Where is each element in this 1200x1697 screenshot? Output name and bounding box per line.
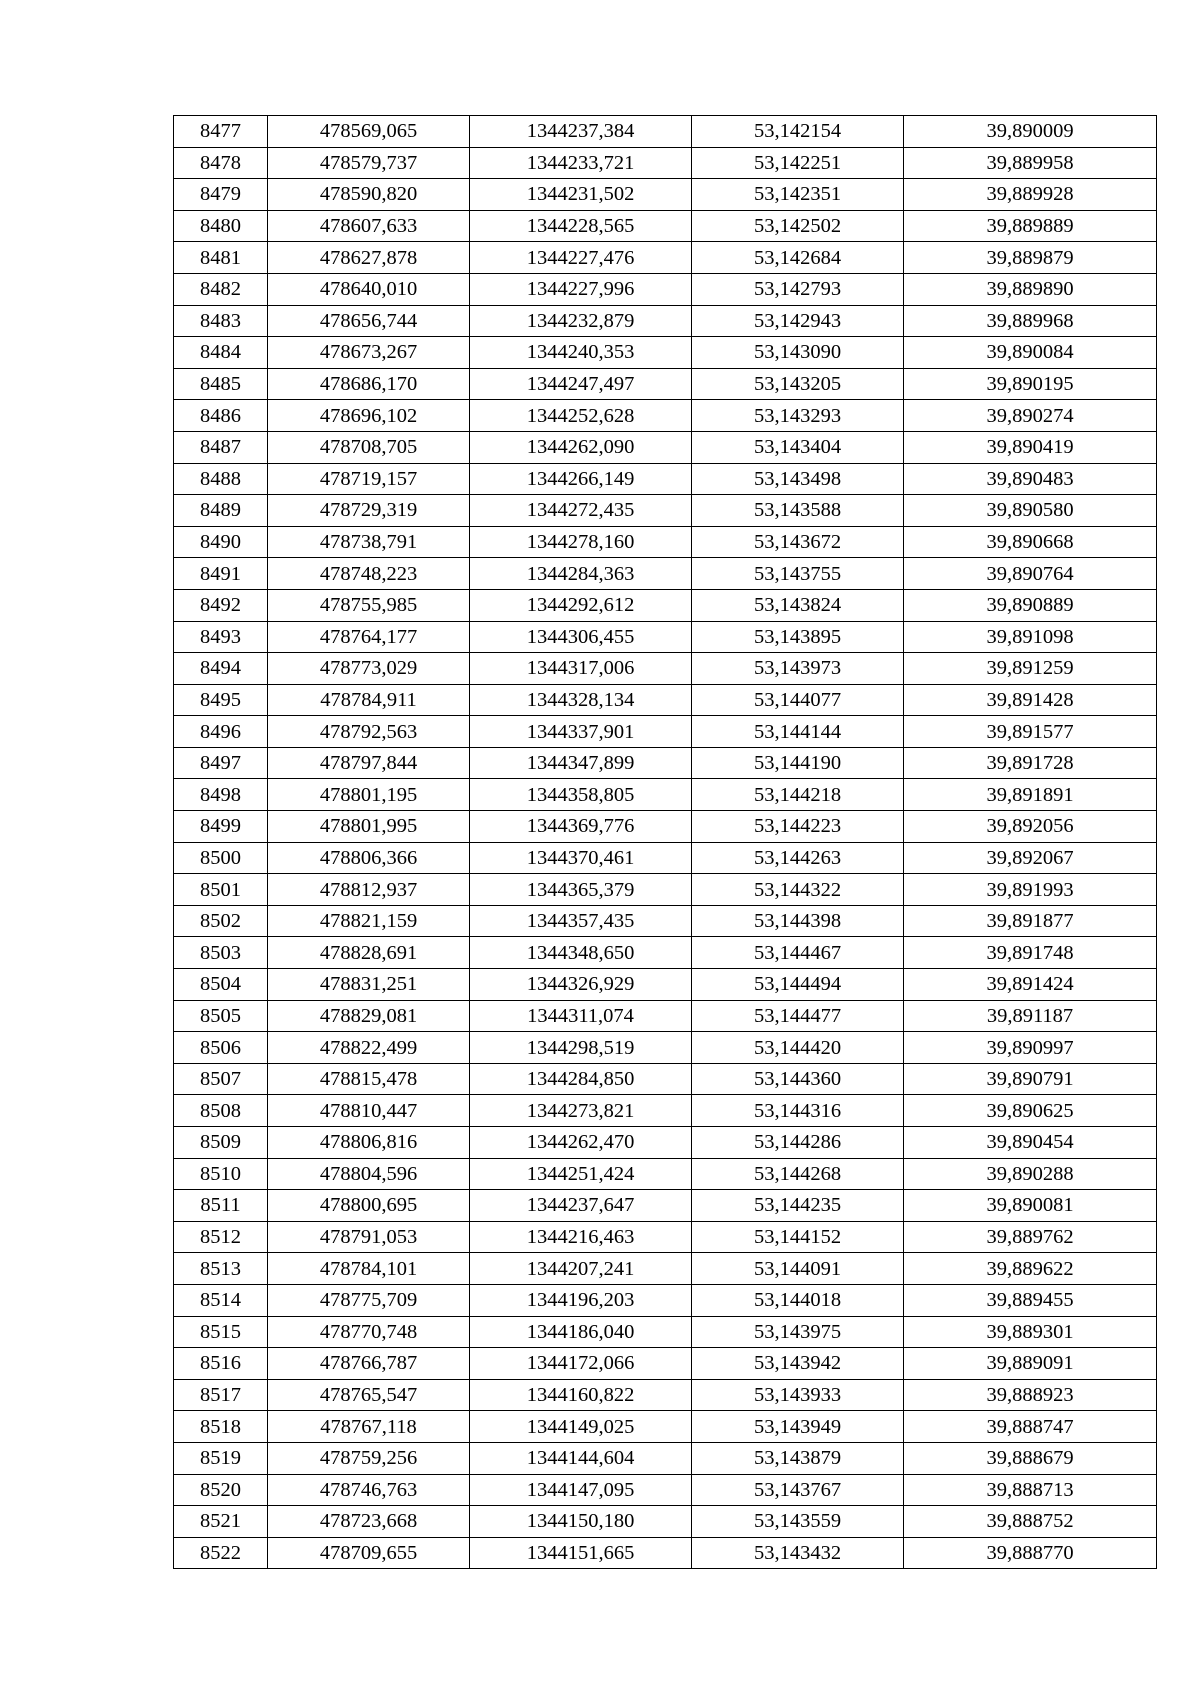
table-row: [174, 905, 1157, 937]
y-coordinate-cell: 1344348,650: [470, 937, 692, 969]
point-number-cell: 8494: [174, 653, 268, 685]
table-row: [174, 1063, 1157, 1095]
longitude-cell: 39,890454: [904, 1127, 1157, 1159]
table-row: [174, 210, 1157, 242]
longitude-cell: 39,890580: [904, 495, 1157, 527]
latitude-cell: 53,144091: [692, 1253, 904, 1285]
point-number-cell: 8507: [174, 1063, 268, 1095]
latitude-cell: 53,142154: [692, 116, 904, 148]
latitude-cell: 53,142943: [692, 305, 904, 337]
y-coordinate-cell: 1344237,647: [470, 1190, 692, 1222]
longitude-cell: 39,890997: [904, 1032, 1157, 1064]
longitude-cell: 39,890081: [904, 1190, 1157, 1222]
point-number-cell: 8520: [174, 1474, 268, 1506]
x-coordinate-cell: 478775,709: [268, 1284, 470, 1316]
y-coordinate-cell: 1344311,074: [470, 1000, 692, 1032]
x-coordinate-cell: 478748,223: [268, 558, 470, 590]
longitude-cell: 39,891428: [904, 684, 1157, 716]
longitude-cell: 39,890288: [904, 1158, 1157, 1190]
latitude-cell: 53,144144: [692, 716, 904, 748]
table-row: [174, 1253, 1157, 1285]
x-coordinate-cell: 478797,844: [268, 747, 470, 779]
table-row: [174, 179, 1157, 211]
latitude-cell: 53,144467: [692, 937, 904, 969]
x-coordinate-cell: 478590,820: [268, 179, 470, 211]
longitude-cell: 39,892067: [904, 842, 1157, 874]
latitude-cell: 53,143404: [692, 431, 904, 463]
x-coordinate-cell: 478708,705: [268, 431, 470, 463]
table-row: [174, 1032, 1157, 1064]
longitude-cell: 39,889968: [904, 305, 1157, 337]
point-number-cell: 8487: [174, 431, 268, 463]
latitude-cell: 53,144263: [692, 842, 904, 874]
longitude-cell: 39,889890: [904, 273, 1157, 305]
point-number-cell: 8516: [174, 1348, 268, 1380]
y-coordinate-cell: 1344151,665: [470, 1537, 692, 1569]
point-number-cell: 8499: [174, 811, 268, 843]
point-number-cell: 8496: [174, 716, 268, 748]
latitude-cell: 53,143205: [692, 368, 904, 400]
x-coordinate-cell: 478627,878: [268, 242, 470, 274]
table-row: [174, 653, 1157, 685]
latitude-cell: 53,143293: [692, 400, 904, 432]
point-number-cell: 8481: [174, 242, 268, 274]
longitude-cell: 39,891728: [904, 747, 1157, 779]
latitude-cell: 53,143942: [692, 1348, 904, 1380]
x-coordinate-cell: 478755,985: [268, 589, 470, 621]
x-coordinate-cell: 478766,787: [268, 1348, 470, 1380]
latitude-cell: 53,144322: [692, 874, 904, 906]
latitude-cell: 53,143559: [692, 1506, 904, 1538]
table-row: [174, 1506, 1157, 1538]
point-number-cell: 8491: [174, 558, 268, 590]
x-coordinate-cell: 478764,177: [268, 621, 470, 653]
table-row: [174, 1316, 1157, 1348]
longitude-cell: 39,891098: [904, 621, 1157, 653]
x-coordinate-cell: 478723,668: [268, 1506, 470, 1538]
coordinates-table: [173, 115, 1157, 1569]
y-coordinate-cell: 1344370,461: [470, 842, 692, 874]
x-coordinate-cell: 478673,267: [268, 337, 470, 369]
longitude-cell: 39,891877: [904, 905, 1157, 937]
latitude-cell: 53,143755: [692, 558, 904, 590]
table-row: [174, 969, 1157, 1001]
x-coordinate-cell: 478738,791: [268, 526, 470, 558]
table-row: [174, 1158, 1157, 1190]
longitude-cell: 39,888747: [904, 1411, 1157, 1443]
y-coordinate-cell: 1344172,066: [470, 1348, 692, 1380]
y-coordinate-cell: 1344252,628: [470, 400, 692, 432]
y-coordinate-cell: 1344328,134: [470, 684, 692, 716]
latitude-cell: 53,142793: [692, 273, 904, 305]
x-coordinate-cell: 478792,563: [268, 716, 470, 748]
y-coordinate-cell: 1344262,090: [470, 431, 692, 463]
point-number-cell: 8490: [174, 526, 268, 558]
latitude-cell: 53,144360: [692, 1063, 904, 1095]
table-row: [174, 337, 1157, 369]
point-number-cell: 8482: [174, 273, 268, 305]
table-row: [174, 305, 1157, 337]
latitude-cell: 53,144018: [692, 1284, 904, 1316]
y-coordinate-cell: 1344233,721: [470, 147, 692, 179]
y-coordinate-cell: 1344227,476: [470, 242, 692, 274]
y-coordinate-cell: 1344228,565: [470, 210, 692, 242]
point-number-cell: 8511: [174, 1190, 268, 1222]
point-number-cell: 8504: [174, 969, 268, 1001]
longitude-cell: 39,888752: [904, 1506, 1157, 1538]
x-coordinate-cell: 478765,547: [268, 1379, 470, 1411]
point-number-cell: 8506: [174, 1032, 268, 1064]
table-row: [174, 431, 1157, 463]
table-row: [174, 1537, 1157, 1569]
point-number-cell: 8486: [174, 400, 268, 432]
table-row: [174, 1474, 1157, 1506]
longitude-cell: 39,889455: [904, 1284, 1157, 1316]
point-number-cell: 8505: [174, 1000, 268, 1032]
latitude-cell: 53,144286: [692, 1127, 904, 1159]
point-number-cell: 8503: [174, 937, 268, 969]
y-coordinate-cell: 1344272,435: [470, 495, 692, 527]
table-row: [174, 747, 1157, 779]
latitude-cell: 53,143879: [692, 1442, 904, 1474]
point-number-cell: 8483: [174, 305, 268, 337]
longitude-cell: 39,890791: [904, 1063, 1157, 1095]
y-coordinate-cell: 1344326,929: [470, 969, 692, 1001]
longitude-cell: 39,891891: [904, 779, 1157, 811]
y-coordinate-cell: 1344278,160: [470, 526, 692, 558]
latitude-cell: 53,144077: [692, 684, 904, 716]
y-coordinate-cell: 1344144,604: [470, 1442, 692, 1474]
longitude-cell: 39,890084: [904, 337, 1157, 369]
table-row: [174, 684, 1157, 716]
longitude-cell: 39,891424: [904, 969, 1157, 1001]
point-number-cell: 8522: [174, 1537, 268, 1569]
longitude-cell: 39,891748: [904, 937, 1157, 969]
y-coordinate-cell: 1344186,040: [470, 1316, 692, 1348]
latitude-cell: 53,144268: [692, 1158, 904, 1190]
y-coordinate-cell: 1344216,463: [470, 1221, 692, 1253]
y-coordinate-cell: 1344207,241: [470, 1253, 692, 1285]
table-row: [174, 1379, 1157, 1411]
latitude-cell: 53,143949: [692, 1411, 904, 1443]
latitude-cell: 53,144218: [692, 779, 904, 811]
y-coordinate-cell: 1344292,612: [470, 589, 692, 621]
x-coordinate-cell: 478829,081: [268, 1000, 470, 1032]
longitude-cell: 39,890483: [904, 463, 1157, 495]
table-row: [174, 558, 1157, 590]
x-coordinate-cell: 478767,118: [268, 1411, 470, 1443]
y-coordinate-cell: 1344262,470: [470, 1127, 692, 1159]
point-number-cell: 8480: [174, 210, 268, 242]
longitude-cell: 39,890009: [904, 116, 1157, 148]
point-number-cell: 8502: [174, 905, 268, 937]
latitude-cell: 53,143895: [692, 621, 904, 653]
y-coordinate-cell: 1344337,901: [470, 716, 692, 748]
longitude-cell: 39,889928: [904, 179, 1157, 211]
table-row: [174, 147, 1157, 179]
latitude-cell: 53,143975: [692, 1316, 904, 1348]
point-number-cell: 8498: [174, 779, 268, 811]
table-row: [174, 495, 1157, 527]
y-coordinate-cell: 1344237,384: [470, 116, 692, 148]
table-row: [174, 874, 1157, 906]
point-number-cell: 8518: [174, 1411, 268, 1443]
table-row: [174, 811, 1157, 843]
point-number-cell: 8479: [174, 179, 268, 211]
longitude-cell: 39,889889: [904, 210, 1157, 242]
point-number-cell: 8493: [174, 621, 268, 653]
y-coordinate-cell: 1344266,149: [470, 463, 692, 495]
table-row: [174, 1348, 1157, 1380]
y-coordinate-cell: 1344358,805: [470, 779, 692, 811]
x-coordinate-cell: 478686,170: [268, 368, 470, 400]
x-coordinate-cell: 478806,366: [268, 842, 470, 874]
latitude-cell: 53,142684: [692, 242, 904, 274]
longitude-cell: 39,889762: [904, 1221, 1157, 1253]
x-coordinate-cell: 478815,478: [268, 1063, 470, 1095]
x-coordinate-cell: 478579,737: [268, 147, 470, 179]
latitude-cell: 53,144316: [692, 1095, 904, 1127]
y-coordinate-cell: 1344147,095: [470, 1474, 692, 1506]
y-coordinate-cell: 1344231,502: [470, 179, 692, 211]
table-row: [174, 1190, 1157, 1222]
point-number-cell: 8489: [174, 495, 268, 527]
x-coordinate-cell: 478821,159: [268, 905, 470, 937]
y-coordinate-cell: 1344149,025: [470, 1411, 692, 1443]
point-number-cell: 8500: [174, 842, 268, 874]
table-row: [174, 1127, 1157, 1159]
y-coordinate-cell: 1344160,822: [470, 1379, 692, 1411]
y-coordinate-cell: 1344247,497: [470, 368, 692, 400]
x-coordinate-cell: 478812,937: [268, 874, 470, 906]
table-row: [174, 1284, 1157, 1316]
table-row: [174, 621, 1157, 653]
x-coordinate-cell: 478759,256: [268, 1442, 470, 1474]
y-coordinate-cell: 1344298,519: [470, 1032, 692, 1064]
longitude-cell: 39,889091: [904, 1348, 1157, 1380]
point-number-cell: 8495: [174, 684, 268, 716]
latitude-cell: 53,144223: [692, 811, 904, 843]
longitude-cell: 39,889879: [904, 242, 1157, 274]
latitude-cell: 53,143498: [692, 463, 904, 495]
x-coordinate-cell: 478696,102: [268, 400, 470, 432]
y-coordinate-cell: 1344232,879: [470, 305, 692, 337]
longitude-cell: 39,890195: [904, 368, 1157, 400]
table-row: [174, 463, 1157, 495]
latitude-cell: 53,142502: [692, 210, 904, 242]
table-row: [174, 779, 1157, 811]
x-coordinate-cell: 478729,319: [268, 495, 470, 527]
longitude-cell: 39,888713: [904, 1474, 1157, 1506]
longitude-cell: 39,890889: [904, 589, 1157, 621]
point-number-cell: 8501: [174, 874, 268, 906]
table-row: [174, 937, 1157, 969]
y-coordinate-cell: 1344347,899: [470, 747, 692, 779]
y-coordinate-cell: 1344306,455: [470, 621, 692, 653]
coordinates-table-body: [174, 116, 1157, 1569]
x-coordinate-cell: 478784,911: [268, 684, 470, 716]
x-coordinate-cell: 478709,655: [268, 1537, 470, 1569]
latitude-cell: 53,144235: [692, 1190, 904, 1222]
table-row: [174, 273, 1157, 305]
x-coordinate-cell: 478804,596: [268, 1158, 470, 1190]
latitude-cell: 53,143090: [692, 337, 904, 369]
latitude-cell: 53,144190: [692, 747, 904, 779]
x-coordinate-cell: 478801,195: [268, 779, 470, 811]
latitude-cell: 53,143933: [692, 1379, 904, 1411]
x-coordinate-cell: 478828,691: [268, 937, 470, 969]
x-coordinate-cell: 478801,995: [268, 811, 470, 843]
table-row: [174, 1000, 1157, 1032]
table-row: [174, 368, 1157, 400]
point-number-cell: 8508: [174, 1095, 268, 1127]
latitude-cell: 53,143824: [692, 589, 904, 621]
x-coordinate-cell: 478656,744: [268, 305, 470, 337]
x-coordinate-cell: 478773,029: [268, 653, 470, 685]
table-row: [174, 1442, 1157, 1474]
x-coordinate-cell: 478607,633: [268, 210, 470, 242]
table-row: [174, 1221, 1157, 1253]
y-coordinate-cell: 1344240,353: [470, 337, 692, 369]
x-coordinate-cell: 478719,157: [268, 463, 470, 495]
point-number-cell: 8478: [174, 147, 268, 179]
latitude-cell: 53,143588: [692, 495, 904, 527]
y-coordinate-cell: 1344196,203: [470, 1284, 692, 1316]
x-coordinate-cell: 478746,763: [268, 1474, 470, 1506]
point-number-cell: 8512: [174, 1221, 268, 1253]
longitude-cell: 39,890419: [904, 431, 1157, 463]
y-coordinate-cell: 1344284,363: [470, 558, 692, 590]
longitude-cell: 39,890625: [904, 1095, 1157, 1127]
y-coordinate-cell: 1344357,435: [470, 905, 692, 937]
table-row: [174, 400, 1157, 432]
x-coordinate-cell: 478569,065: [268, 116, 470, 148]
latitude-cell: 53,144420: [692, 1032, 904, 1064]
point-number-cell: 8485: [174, 368, 268, 400]
table-row: [174, 1095, 1157, 1127]
table-row: [174, 842, 1157, 874]
longitude-cell: 39,890668: [904, 526, 1157, 558]
y-coordinate-cell: 1344365,379: [470, 874, 692, 906]
table-row: [174, 716, 1157, 748]
longitude-cell: 39,891577: [904, 716, 1157, 748]
table-row: [174, 116, 1157, 148]
latitude-cell: 53,144494: [692, 969, 904, 1001]
point-number-cell: 8509: [174, 1127, 268, 1159]
latitude-cell: 53,143767: [692, 1474, 904, 1506]
x-coordinate-cell: 478810,447: [268, 1095, 470, 1127]
longitude-cell: 39,890764: [904, 558, 1157, 590]
y-coordinate-cell: 1344273,821: [470, 1095, 692, 1127]
y-coordinate-cell: 1344369,776: [470, 811, 692, 843]
x-coordinate-cell: 478784,101: [268, 1253, 470, 1285]
x-coordinate-cell: 478800,695: [268, 1190, 470, 1222]
longitude-cell: 39,889622: [904, 1253, 1157, 1285]
table-row: [174, 242, 1157, 274]
latitude-cell: 53,143432: [692, 1537, 904, 1569]
longitude-cell: 39,889958: [904, 147, 1157, 179]
x-coordinate-cell: 478822,499: [268, 1032, 470, 1064]
y-coordinate-cell: 1344227,996: [470, 273, 692, 305]
point-number-cell: 8517: [174, 1379, 268, 1411]
y-coordinate-cell: 1344251,424: [470, 1158, 692, 1190]
point-number-cell: 8521: [174, 1506, 268, 1538]
y-coordinate-cell: 1344284,850: [470, 1063, 692, 1095]
x-coordinate-cell: 478806,816: [268, 1127, 470, 1159]
latitude-cell: 53,144477: [692, 1000, 904, 1032]
longitude-cell: 39,891993: [904, 874, 1157, 906]
latitude-cell: 53,143672: [692, 526, 904, 558]
point-number-cell: 8513: [174, 1253, 268, 1285]
point-number-cell: 8510: [174, 1158, 268, 1190]
table-row: [174, 589, 1157, 621]
x-coordinate-cell: 478770,748: [268, 1316, 470, 1348]
longitude-cell: 39,891187: [904, 1000, 1157, 1032]
x-coordinate-cell: 478831,251: [268, 969, 470, 1001]
x-coordinate-cell: 478640,010: [268, 273, 470, 305]
point-number-cell: 8477: [174, 116, 268, 148]
latitude-cell: 53,142251: [692, 147, 904, 179]
latitude-cell: 53,144152: [692, 1221, 904, 1253]
latitude-cell: 53,144398: [692, 905, 904, 937]
point-number-cell: 8497: [174, 747, 268, 779]
point-number-cell: 8519: [174, 1442, 268, 1474]
y-coordinate-cell: 1344317,006: [470, 653, 692, 685]
longitude-cell: 39,888679: [904, 1442, 1157, 1474]
longitude-cell: 39,888770: [904, 1537, 1157, 1569]
longitude-cell: 39,891259: [904, 653, 1157, 685]
longitude-cell: 39,892056: [904, 811, 1157, 843]
table-row: [174, 1411, 1157, 1443]
point-number-cell: 8514: [174, 1284, 268, 1316]
longitude-cell: 39,889301: [904, 1316, 1157, 1348]
point-number-cell: 8492: [174, 589, 268, 621]
longitude-cell: 39,888923: [904, 1379, 1157, 1411]
point-number-cell: 8484: [174, 337, 268, 369]
y-coordinate-cell: 1344150,180: [470, 1506, 692, 1538]
x-coordinate-cell: 478791,053: [268, 1221, 470, 1253]
latitude-cell: 53,143973: [692, 653, 904, 685]
point-number-cell: 8488: [174, 463, 268, 495]
longitude-cell: 39,890274: [904, 400, 1157, 432]
latitude-cell: 53,142351: [692, 179, 904, 211]
point-number-cell: 8515: [174, 1316, 268, 1348]
table-row: [174, 526, 1157, 558]
